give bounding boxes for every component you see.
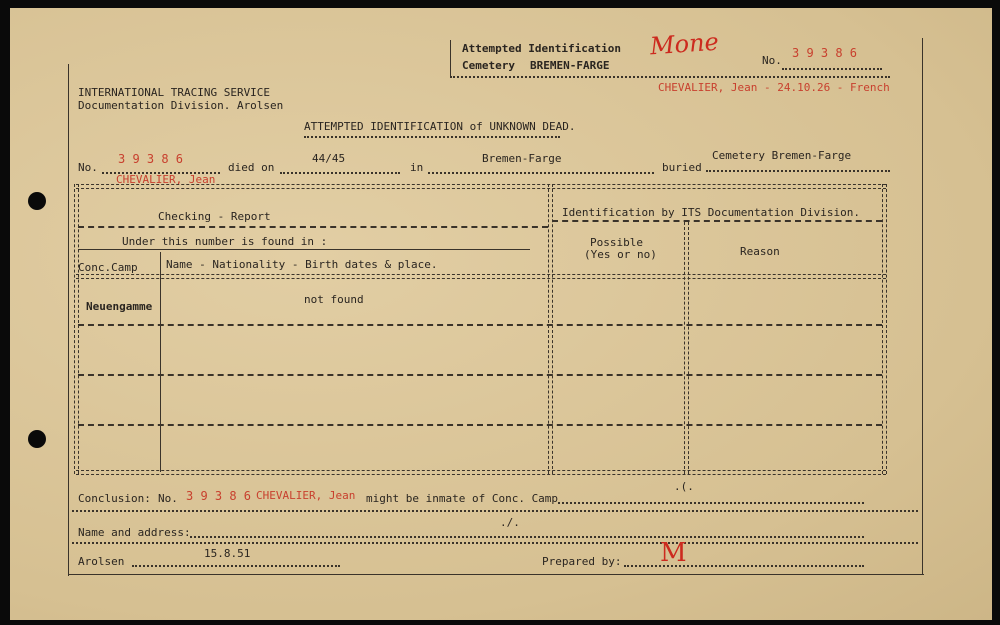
buried-label: buried	[662, 161, 702, 174]
checking-report-header: Checking - Report	[158, 210, 271, 223]
in-label: in	[410, 161, 424, 174]
box-title: Attempted Identification	[462, 42, 621, 55]
died-label: died on	[228, 161, 275, 174]
bottom-border	[68, 574, 924, 575]
col-possible: Possible	[590, 236, 643, 249]
row-1-camp: Neuengamme	[86, 300, 153, 313]
address-label: Name and address:	[78, 526, 191, 539]
record-no-label: No.	[78, 161, 98, 174]
died-value: 44/45	[312, 152, 346, 165]
record-no-value: 3 9 3 8 6	[118, 152, 184, 166]
form-title: ATTEMPTED IDENTIFICATION of UNKNOWN DEAD.	[304, 120, 576, 133]
conclusion-name-value: CHEVALIER, Jean	[256, 489, 356, 502]
prepared-by-initial: M	[660, 538, 687, 568]
prepared-by-label: Prepared by:	[542, 555, 622, 568]
footer-place: Arolsen	[78, 555, 125, 568]
its-identification-header: Identification by ITS Documentation Division.	[562, 206, 861, 219]
col-name-nationality: Name - Nationality - Birth dates & place.	[166, 258, 438, 271]
box-cemetery-label: Cemetery	[462, 59, 515, 72]
box-no-label: No.	[762, 54, 782, 67]
in-value: Bremen-Farge	[482, 152, 562, 165]
conclusion-label: Conclusion:	[78, 492, 151, 505]
under-number-header: Under this number is found in :	[122, 235, 328, 248]
left-border	[68, 64, 69, 576]
col-reason: Reason	[740, 245, 780, 258]
conclusion-camp-value: .(.	[674, 480, 694, 493]
handwritten-note: Mone	[649, 27, 720, 61]
row-1-name: not found	[304, 293, 364, 306]
col-possible-sub: (Yes or no)	[584, 248, 657, 261]
punch-hole-top	[28, 192, 46, 210]
record-name-value: CHEVALIER, Jean	[116, 173, 216, 186]
right-border	[922, 38, 923, 574]
conclusion-text: might be inmate of Conc. Camp	[366, 492, 559, 505]
punch-hole-bottom	[28, 430, 46, 448]
address-value: ./.	[500, 516, 520, 529]
index-card	[10, 8, 992, 620]
conclusion-no-value: 3 9 3 8 6	[186, 489, 252, 503]
box-cemetery-value: BREMEN-FARGE	[530, 59, 610, 72]
col-conc-camp: Conc.Camp	[78, 261, 138, 274]
agency-line-2: Documentation Division. Arolsen	[78, 99, 284, 112]
conclusion-no-label: No.	[158, 492, 178, 505]
box-no-value: 3 9 3 8 6	[792, 46, 858, 60]
subject-name-dob-nationality: CHEVALIER, Jean - 24.10.26 - French	[658, 81, 890, 94]
footer-date: 15.8.51	[204, 547, 251, 560]
agency-line-1: INTERNATIONAL TRACING SERVICE	[78, 86, 271, 99]
buried-value: Cemetery Bremen-Farge	[712, 149, 852, 162]
